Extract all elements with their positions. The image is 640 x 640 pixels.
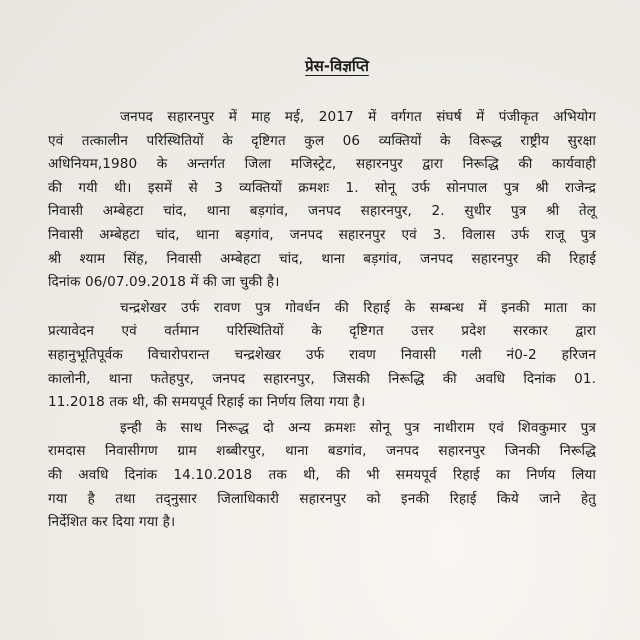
paragraph-line: प्रत्यावेदन एवं वर्तमान परिस्थितियों के दृष्टिगत उत्तर प्रदेश सरकार द्वारा [48, 323, 596, 340]
paragraph-line: दिनांक 06/07.09.2018 में की जा चुकी है। [48, 274, 280, 291]
paragraph-line: जनपद सहारनपुर में माह मई, 2017 में वर्गगत संघर्ष में पंजीकृत अभियोग [120, 109, 596, 125]
paragraph-line: निवासी अम्बेहटा चांद, थाना बड़गांव, जनपद सहारनपुर एवं 3. विलास उर्फ राजू पुत्र [48, 226, 596, 243]
paragraph-line: श्री श्याम सिंह, निवासी अम्बेहटा चांद, थाना बड़गांव, जनपद सहारनपुर की रिहाई [48, 250, 596, 267]
paragraph-line: कालोनी, थाना फतेहपुर, जनपद सहारनपुर, जिसकी निरूद्धि की अवधि दिनांक 01. [48, 370, 596, 387]
paragraph-line: गया है तथा तद्नुसार जिलाधिकारी सहारनपुर को इनकी रिहाई किये जाने हेतु [48, 490, 596, 507]
page-title [48, 56, 596, 76]
paragraph-3 [48, 417, 596, 535]
paragraph-line: 11.2018 तक थी, की समयपूर्व रिहाई का निर्णय लिया गया है। [48, 394, 366, 411]
paragraph-line: की गयी थी। इसमें से 3 व्यक्तियों क्रमशः 1. सोनू उर्फ सोनपाल पुत्र श्री राजेन्द्र [48, 179, 596, 196]
paragraph-2 [48, 297, 596, 415]
paragraph-line: चन्द्रशेखर उर्फ रावण पुत्र गोवर्धन की रिहाई के सम्बन्ध में इनकी माता का [120, 299, 596, 316]
paragraph-line: निर्देशित कर दिया गया है। [48, 514, 176, 531]
press-release-page [48, 56, 596, 537]
paragraph-line: इन्ही के साथ निरूद्ध दो अन्य क्रमशः सोनू पुत्र नाथीराम एवं शिवकुमार पुत्र [120, 419, 596, 436]
paragraph-line: रामदास निवासीगण ग्राम शब्बीरपुर, थाना बडगांव, जनपद सहारनपुर जिनकी निरूद्धि [48, 443, 596, 460]
paragraph-line: सहानुभूतिपूर्वक विचारोपरान्त चन्द्रशेखर उर्फ रावण निवासी गली नं0-2 हरिजन [48, 346, 596, 363]
paragraph-line: निवासी अम्बेहटा चांद, थाना बड़गांव, जनपद सहारनपुर, 2. सुधीर पुत्र श्री तेलू [48, 203, 596, 220]
paragraph-line: अधिनियम,1980 के अन्तर्गत जिला मजिस्ट्रेट, सहारनपुर द्वारा निरूद्धि की कार्यवाही [48, 156, 596, 173]
paragraph-line: एवं तत्कालीन परिस्थितियों के दृष्टिगत कुल 06 व्यक्तियों के विरूद्ध राष्ट्रीय सुरक्षा [48, 132, 596, 149]
paragraph-1 [48, 106, 596, 295]
title-text: प्रेस-विज्ञप्ति [305, 57, 369, 75]
paragraph-line: की अवधि दिनांक 14.10.2018 तक थी, की भी समयपूर्व रिहाई का निर्णय लिया [48, 466, 596, 483]
